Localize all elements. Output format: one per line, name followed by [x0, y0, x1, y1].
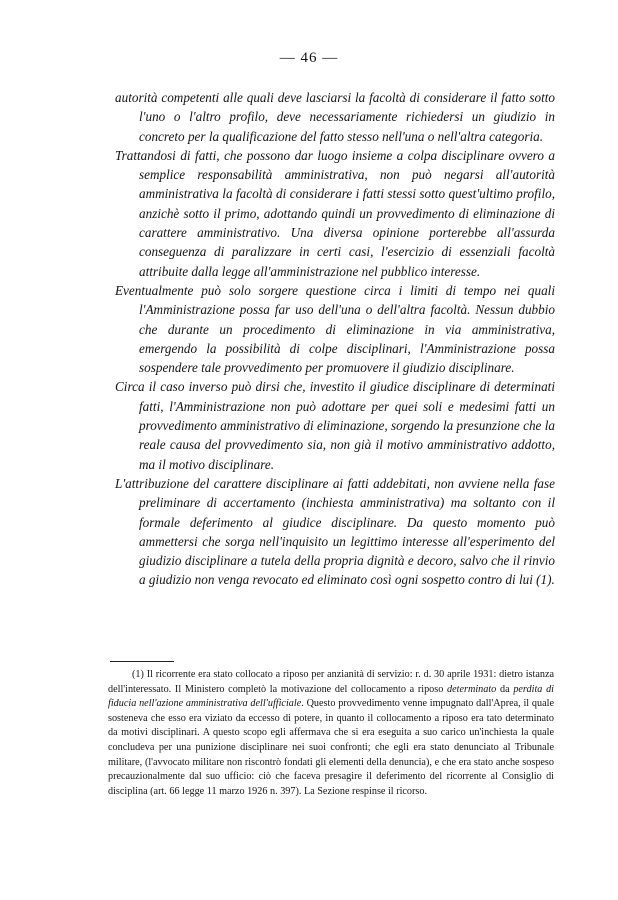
- footnote: [108, 668, 554, 799]
- paragraph-3: Eventualmente può solo sorgere questione circa i limiti di tempo nei quali l'Amministrazione possa far uso dell'una o dell'altra facoltà. Nessun dubbio che durante un procedimento di eliminazione in via amministrativa, emergendo la possibilità di colpe disciplinari, l'Amministrazione possa sospendere tale provvedimento per promuovere il giudizio disciplinare.: [115, 282, 555, 376]
- page-number: — 46 —: [279, 50, 339, 66]
- footnote-divider: [110, 661, 174, 662]
- footnote-italic-1: determinato: [447, 683, 497, 695]
- body-text: [115, 88, 555, 590]
- paragraph-5: L'attribuzione del carattere disciplinare ai fatti addebitati, non avviene nella fase preliminare di accertamento (inchiesta amministrativa) ma soltanto con il formale deferimento al giudice disciplinare. Da questo momento può ammettersi che sorga nell'inquisito un legittimo interesse all'esperimento del giudizio disciplinare a tutela della propria dignità e decoro, salvo che il rinvio a giudizio non venga revocato ed eliminato così ogni sospetto contro di lui (1).: [115, 475, 555, 588]
- paragraph-2: Trattandosi di fatti, che possono dar luogo insieme a colpa disciplinare ovvero a semplice responsabilità amministrativa, non può negarsi all'autorità amministrativa la facoltà di considerare i fatti stessi sotto quest'ultimo profilo, anzichè sotto il primo, adottando quindi un provvedimento di eliminazione di carattere amministrativo. Una diversa opinione porterebbe all'assurda conseguenza di paralizzare in certi casi, l'esercizio di essenziali facoltà attribuite dalla legge all'amministrazione nel pubblico interesse.: [115, 147, 555, 279]
- footnote-text-3: . Questo provvedimento venne impugnato dall'Aprea, il quale sosteneva che esso era viziato da eccesso di potere, in quanto il collocamento a riposo era tato determinato da motivi disciplinari. A questo scopo egli affermava che si era eseguita a suo carico un'inchiesta la quale concludeva per una punizione disciplinare nei suoi confronti; che egli era stato denunciato al Tribunale militare, (l'avvocato militare non riscontrò fondati gli elementi della denuncia), e che era stato anche sospeso precauzionalmente dal suo ufficio: ciò che faceva presagire il deferimento del ricorrente al Consiglio di disciplina (art. 66 legge 11 marzo 1926 n. 397). La Sezione respinse il ricorso.: [108, 698, 554, 797]
- paragraph-4: Circa il caso inverso può dirsi che, investito il giudice disciplinare di determinati fatti, l'Amministrazione non può adottare per quei soli e medesimi fatti un provvedimento amministrativo di eliminazione, sorgendo la presunzione che la reale causa del provvedimento sia, non già il motivo amministrativo addotto, ma il motivo disciplinare.: [115, 379, 555, 472]
- footnote-text-2: da: [496, 683, 514, 695]
- footnote-text-1: (1) Il ricorrente era stato collocato a riposo per anzianità di servizio: r. d. 30 aprile 1931: dietro istanza dell'interessato. Il Ministero completò la motivazione del collocamento a riposo: [108, 669, 554, 695]
- footnote-italic-2: perdita di fiducia nell'azione amministrativa dell'ufficiale: [108, 683, 554, 710]
- paragraph-1: autorità competenti alle quali deve lasciarsi la facoltà di considerare il fatto sotto l'uno o l'altro profilo, deve necessariamente richiedersi un giudizio in concreto per la qualificazione del fatto stesso nell'una o nell'altra categoria.: [115, 90, 555, 144]
